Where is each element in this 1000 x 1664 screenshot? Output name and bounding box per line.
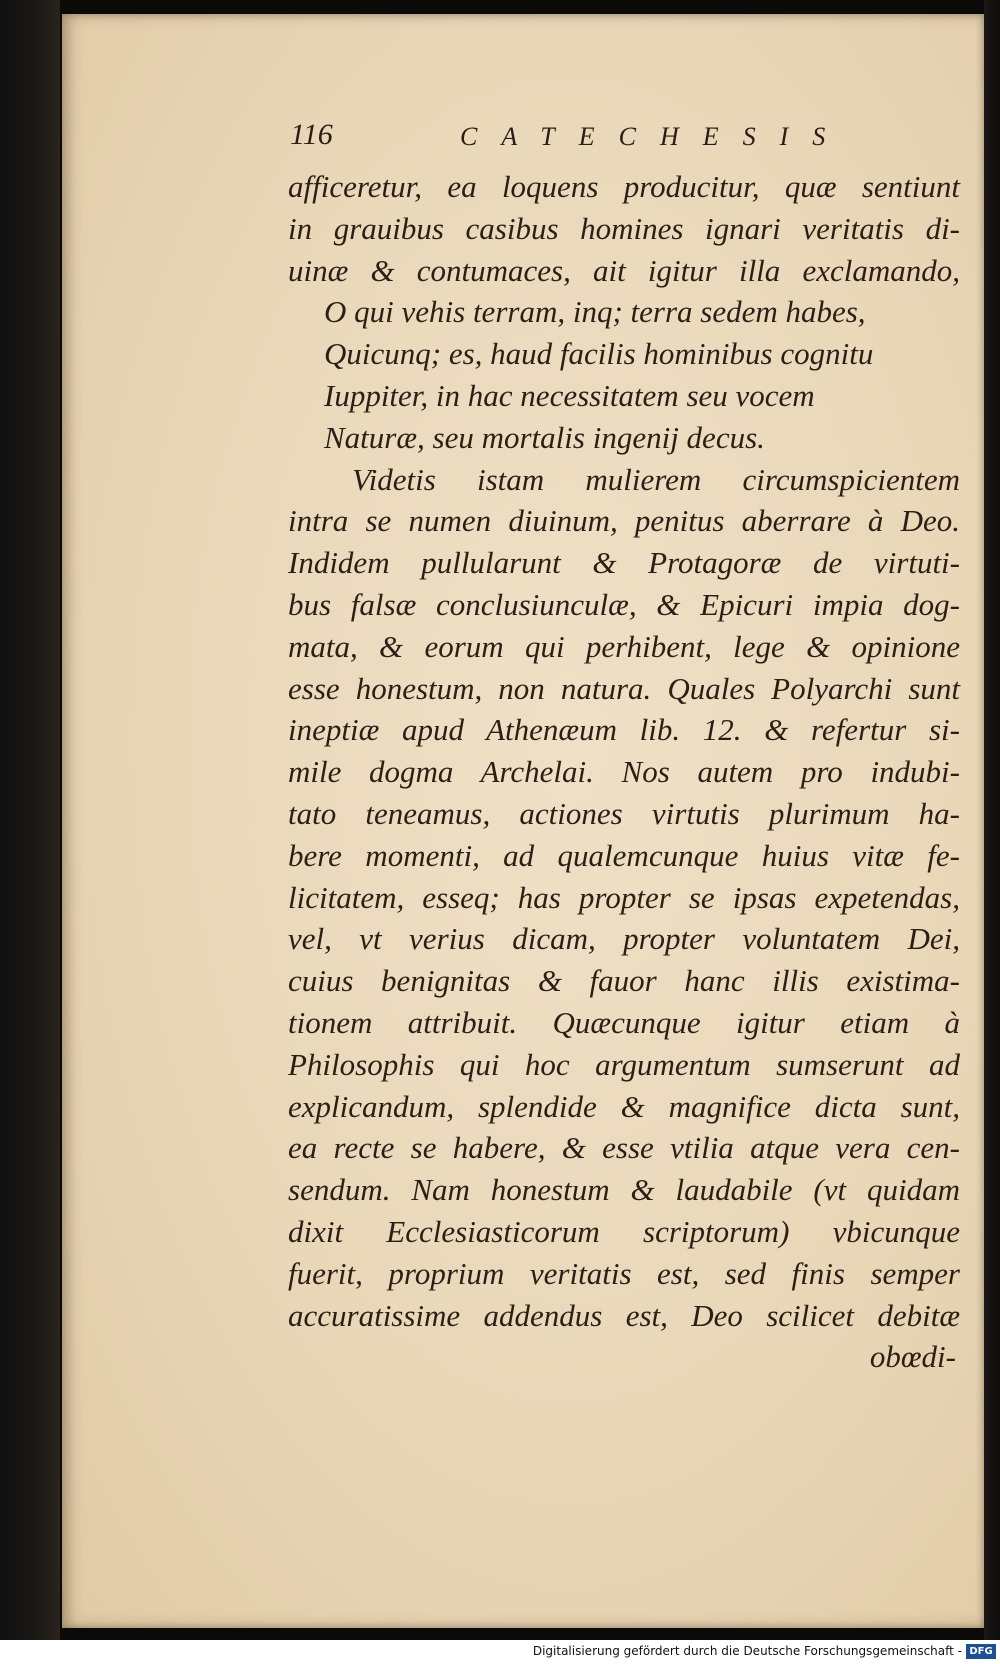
text-line: mile dogma Archelai. Nos autem pro indubi- — [288, 754, 960, 790]
page-edge-shadow — [984, 0, 1000, 1640]
text-line: accuratissime addendus est, Deo scilicet debitæ — [288, 1297, 960, 1333]
verse-line: Iuppiter, in hac necessitatem seu vocem — [324, 377, 815, 413]
verse-line: O qui vehis terram, inq; terra sedem habes, — [324, 294, 866, 330]
dfg-logo: DFG — [966, 1644, 996, 1659]
page-number: 116 — [290, 118, 333, 151]
funding-credit: Digitalisierung gefördert durch die Deutsche Forschungsgemeinschaft - — [532, 1644, 962, 1658]
text-line: Indidem pullularunt & Protagoræ de virtuti- — [288, 545, 960, 581]
digitization-footer — [0, 1640, 1000, 1664]
text-line: esse honestum, non natura. Quales Polyarchi sunt — [288, 670, 960, 706]
body-text — [288, 166, 960, 1378]
page-header — [290, 118, 950, 168]
text-line: cuius benignitas & fauor hanc illis existima- — [288, 963, 960, 999]
paragraph-start-line: Videtis istam mulierem circumspicientem — [352, 461, 960, 497]
text-line: uinæ & contumaces, ait igitur illa exclamando, — [288, 252, 960, 288]
text-line: dixit Ecclesiasticorum scriptorum) vbicunque — [288, 1213, 960, 1249]
text-line: fuerit, proprium veritatis est, sed finis semper — [288, 1255, 960, 1291]
text-line: bere momenti, ad qualemcunque huius vitæ fe- — [288, 837, 960, 873]
text-line: intra se numen diuinum, penitus aberrare à Deo. — [288, 503, 960, 539]
text-line: tionem attribuit. Quæcunque igitur etiam à — [288, 1004, 960, 1040]
text-line: ineptiæ apud Athenæum lib. 12. & refertur si- — [288, 712, 960, 748]
text-line: in grauibus casibus homines ignari veritatis di- — [288, 210, 960, 246]
text-line: licitatem, esseq; has propter se ipsas expetendas, — [288, 879, 960, 915]
verse-line: Naturæ, seu mortalis ingenij decus. — [324, 419, 765, 455]
text-line: ea recte se habere, & esse vtilia atque vera cen- — [288, 1130, 960, 1166]
text-line: vel, vt verius dicam, propter voluntatem Dei, — [288, 921, 960, 957]
running-title: CATECHESIS — [460, 122, 850, 151]
verse-line: Quicunq; es, haud facilis hominibus cognitu — [324, 336, 874, 372]
text-line: explicandum, splendide & magnifice dicta sunt, — [288, 1088, 960, 1124]
text-line: sendum. Nam honestum & laudabile (vt quidam — [288, 1172, 960, 1208]
text-line: mata, & eorum qui perhibent, lege & opinione — [288, 628, 960, 664]
text-line: afficeretur, ea loquens producitur, quæ sentiunt — [288, 169, 960, 204]
text-line: bus falsæ conclusiunculæ, & Epicuri impia dog- — [288, 586, 960, 622]
text-line: tato teneamus, actiones virtutis plurimum ha- — [288, 795, 960, 831]
text-line: Philosophis qui hoc argumentum sumserunt ad — [288, 1046, 960, 1082]
book-binding — [0, 0, 60, 1640]
catchword: obœdi- — [869, 1339, 956, 1375]
